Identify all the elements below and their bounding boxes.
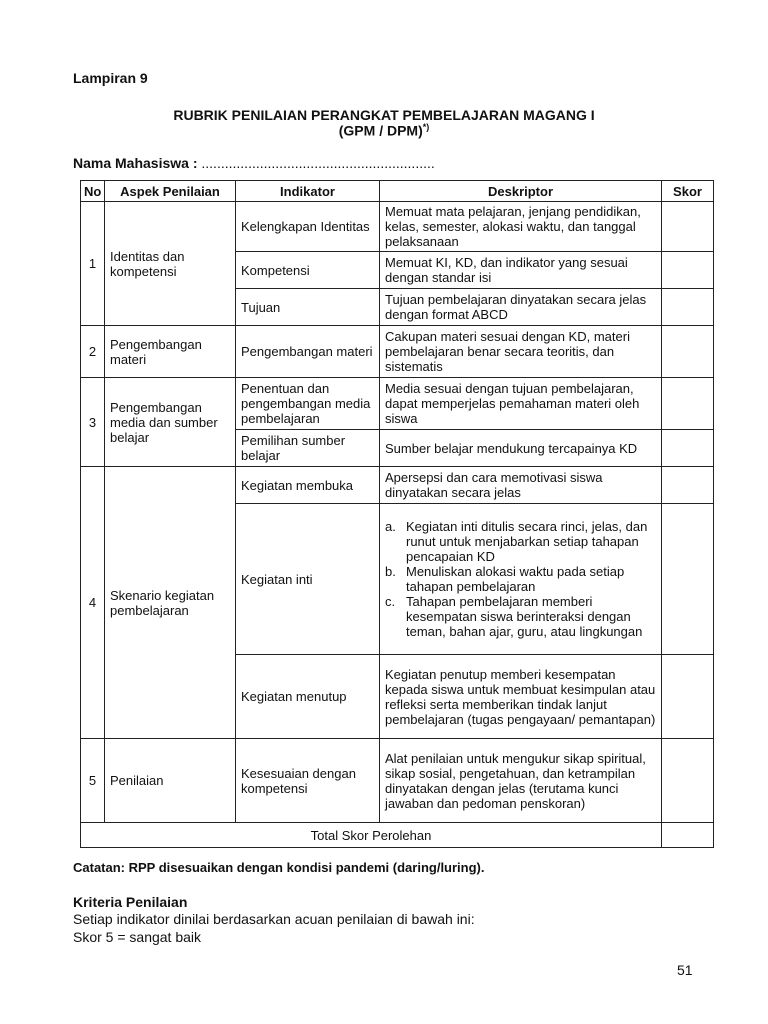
row-deskriptor: Apersepsi dan cara memotivasi siswa dinyatakan secara jelas (380, 467, 662, 504)
row-indikator: Penentuan dan pengembangan media pembelajaran (236, 378, 380, 430)
row-deskriptor: Sumber belajar mendukung tercapainya KD (380, 430, 662, 467)
table-row (81, 739, 714, 823)
criteria-heading: Kriteria Penilaian (73, 894, 188, 910)
row-no: 5 (81, 739, 105, 823)
list-marker: c. (385, 594, 396, 609)
row-aspek: Skenario kegiatan pembelajaran (105, 467, 236, 739)
subtitle-footnote-mark: *) (422, 122, 430, 132)
list-text: Menuliskan alokasi waktu pada setiap tahapan pembelajaran (406, 564, 625, 594)
row-deskriptor: Media sesuai dengan tujuan pembelajaran, dapat memperjelas pemahaman materi oleh siswa (380, 378, 662, 430)
list-marker: b. (385, 564, 396, 579)
document-title: RUBRIK PENILAIAN PERANGKAT PEMBELAJARAN MAGANG I (173, 107, 595, 123)
row-deskriptor: Tujuan pembelajaran dinyatakan secara jelas dengan format ABCD (380, 289, 662, 326)
row-deskriptor: Cakupan materi sesuai dengan KD, materi pembelajaran benar secara teoritis, dan sistematis (380, 326, 662, 378)
row-aspek: Pengembangan media dan sumber belajar (105, 378, 236, 467)
table-row (81, 378, 714, 430)
row-no: 3 (81, 378, 105, 467)
row-aspek: Identitas dan kompetensi (105, 202, 236, 326)
row-indikator: Kesesuaian dengan kompetensi (236, 739, 380, 823)
criteria-line-1: Setiap indikator dinilai berdasarkan acuan penilaian di bawah ini: (73, 911, 475, 927)
row-deskriptor: Memuat KI, KD, dan indikator yang sesuai dengan standar isi (380, 252, 662, 289)
row-no: 1 (81, 202, 105, 326)
total-label: Total Skor Perolehan (81, 823, 662, 848)
row-skor[interactable] (662, 326, 714, 378)
row-indikator: Kegiatan menutup (236, 655, 380, 739)
list-text: Kegiatan inti ditulis secara rinci, jelas, dan runut untuk menjabarkan setiap tahapan pencapaian KD (406, 519, 648, 564)
row-skor[interactable] (662, 739, 714, 823)
list-text: Tahapan pembelajaran memberi kesempatan siswa berinteraksi dengan teman, bahan ajar, guru, atau lingkungan (406, 594, 643, 639)
row-skor[interactable] (662, 378, 714, 430)
student-name-label: Nama Mahasiswa : (73, 155, 198, 171)
row-indikator: Kompetensi (236, 252, 380, 289)
list-item (385, 519, 656, 564)
row-no: 2 (81, 326, 105, 378)
row-skor[interactable] (662, 289, 714, 326)
row-indikator: Tujuan (236, 289, 380, 326)
list-marker: a. (385, 519, 396, 534)
list-item (385, 594, 656, 639)
row-indikator: Kegiatan membuka (236, 467, 380, 504)
row-no: 4 (81, 467, 105, 739)
table-row (81, 467, 714, 504)
table-header-row (81, 181, 714, 202)
subtitle-text: (GPM / DPM) (338, 122, 423, 139)
row-skor[interactable] (662, 430, 714, 467)
page-number: 51 (677, 962, 693, 978)
table-row (81, 326, 714, 378)
note: Catatan: RPP disesuaikan dengan kondisi pandemi (daring/luring). (73, 860, 485, 875)
header-aspek: Aspek Penilaian (105, 181, 236, 202)
row-deskriptor: Kegiatan penutup memberi kesempatan kepada siswa untuk membuat kesimpulan atau refleksi serta memberikan tindak lanjut pembelajaran (tugas pengayaan/ pemantapan) (380, 655, 662, 739)
row-skor[interactable] (662, 202, 714, 252)
header-deskriptor: Deskriptor (380, 181, 662, 202)
list-item (385, 564, 656, 594)
appendix-label: Lampiran 9 (73, 70, 148, 86)
row-deskriptor: Memuat mata pelajaran, jenjang pendidikan, kelas, semester, alokasi waktu, dan tanggal pelaksanaan (380, 202, 662, 252)
table-row (81, 202, 714, 252)
student-name-blank: ............................................................ (197, 155, 435, 171)
header-indikator: Indikator (236, 181, 380, 202)
row-skor[interactable] (662, 252, 714, 289)
header-no: No (81, 181, 105, 202)
row-indikator: Pemilihan sumber belajar (236, 430, 380, 467)
row-skor[interactable] (662, 467, 714, 504)
total-score[interactable] (662, 823, 714, 848)
row-skor[interactable] (662, 655, 714, 739)
criteria-line-2: Skor 5 = sangat baik (73, 929, 202, 945)
document-subtitle (0, 122, 768, 139)
rubric-table (80, 180, 714, 848)
row-deskriptor: Alat penilaian untuk mengukur sikap spiritual, sikap sosial, pengetahuan, dan ketrampilan dinyatakan dengan jelas (terutama kunci jawaban dan pedoman penskoran) (380, 739, 662, 823)
row-deskriptor-list (380, 504, 662, 655)
total-row (81, 823, 714, 848)
deskriptor-list (385, 519, 656, 639)
row-indikator: Kelengkapan Identitas (236, 202, 380, 252)
row-aspek: Penilaian (105, 739, 236, 823)
header-skor: Skor (662, 181, 714, 202)
row-aspek: Pengembangan materi (105, 326, 236, 378)
row-indikator: Pengembangan materi (236, 326, 380, 378)
row-skor[interactable] (662, 504, 714, 655)
student-name-line (73, 155, 435, 171)
row-indikator: Kegiatan inti (236, 504, 380, 655)
